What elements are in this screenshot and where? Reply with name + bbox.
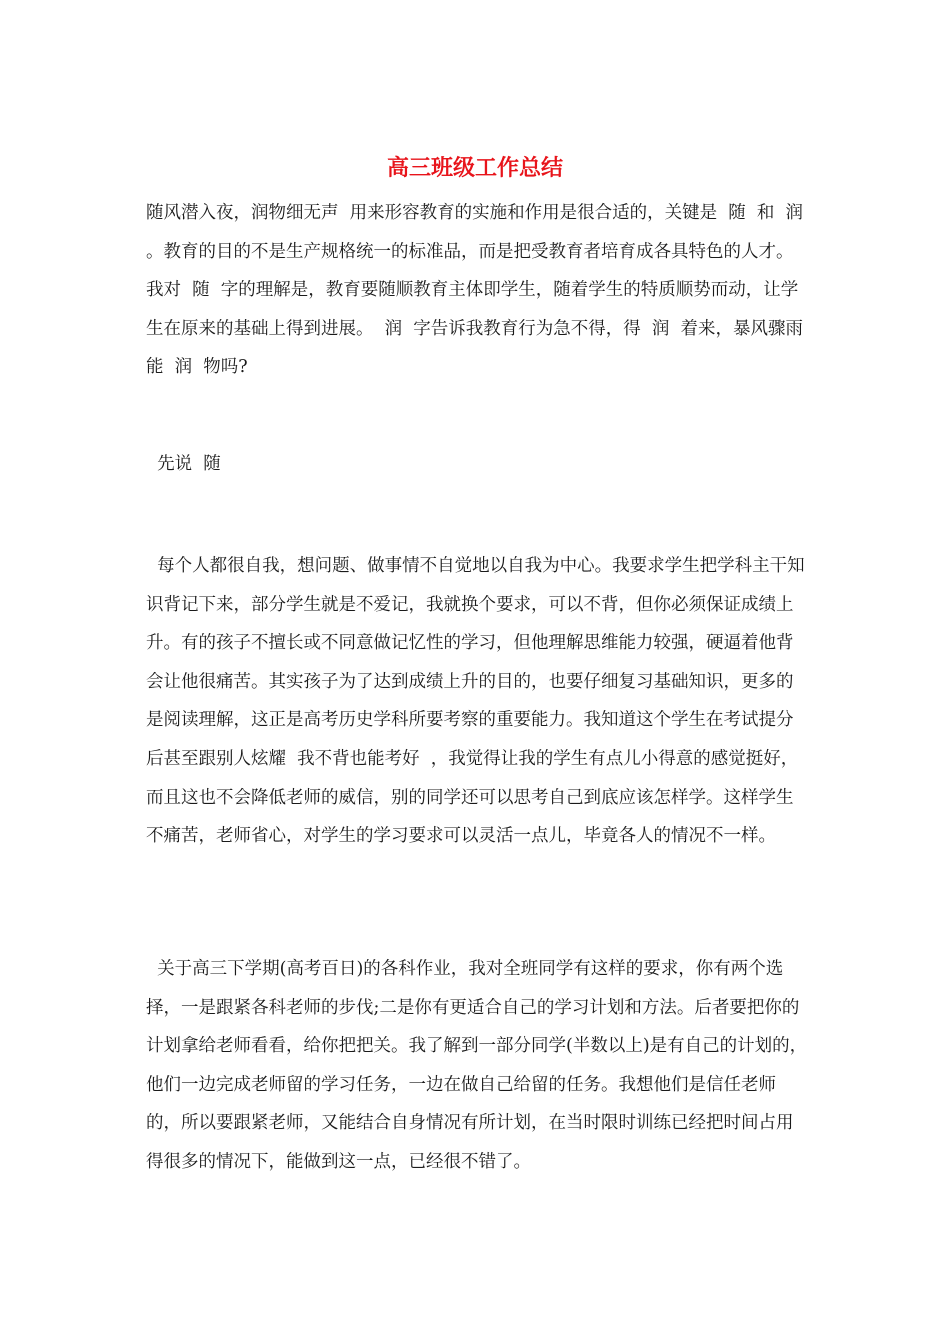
section-heading-sui: 先说 随: [146, 454, 221, 474]
paragraph-intro: 随风潜入夜，润物细无声 用来形容教育的实施和作用是很合适的，关键是 随 和 润 。教育的目的不是生产规格统一的标准品，而是把受教育者培育成各具特色的人才。我对 随 字的理解是，教育要随顺教育主体即学生，随着学生的特质顺势而动，让学生在原来的基础上得到进展。 润 字告诉我教育行为急不得，得 润 着来，暴风骤雨能 润 物吗?: [146, 203, 815, 378]
paragraph-homework: 关于高三下学期(高考百日)的各科作业，我对全班同学有这样的要求，你有两个选择，一是跟紧各科老师的步伐;二是你有更适合自己的学习计划和方法。后者要把你的计划拿给老师看看，给你把把关。我了解到一部分同学(半数以上)是有自己的计划的，他们一边完成老师留的学习任务，一边在做自己给留的任务。我想他们是信任老师的，所以要跟紧老师，又能结合自身情况有所计划，在当时限时训练已经把时间占用得很多的情况下，能做到这一点，已经很不错了。: [146, 959, 808, 1172]
paragraph-self-centered: 每个人都很自我，想问题、做事情不自觉地以自我为中心。我要求学生把学科主干知识背记下来，部分学生就是不爱记，我就换个要求，可以不背，但你必须保证成绩上升。有的孩子不擅长或不同意做记忆性的学习，但他理解思维能力较强，硬逼着他背会让他很痛苦。其实孩子为了达到成绩上升的目的，也要仔细复习基础知识，更多的是阅读理解，这正是高考历史学科所要考察的重要能力。我知道这个学生在考试提分后甚至跟别人炫耀 我不背也能考好 ，我觉得让我的学生有点儿小得意的感觉挺好，而且这也不会降低老师的威信，别的同学还可以思考自己到底应该怎样学。这样学生不痛苦，老师省心，对学生的学习要求可以灵活一点儿，毕竟各人的情况不一样。: [146, 556, 805, 847]
document-title: 高三班级工作总结: [386, 155, 563, 181]
